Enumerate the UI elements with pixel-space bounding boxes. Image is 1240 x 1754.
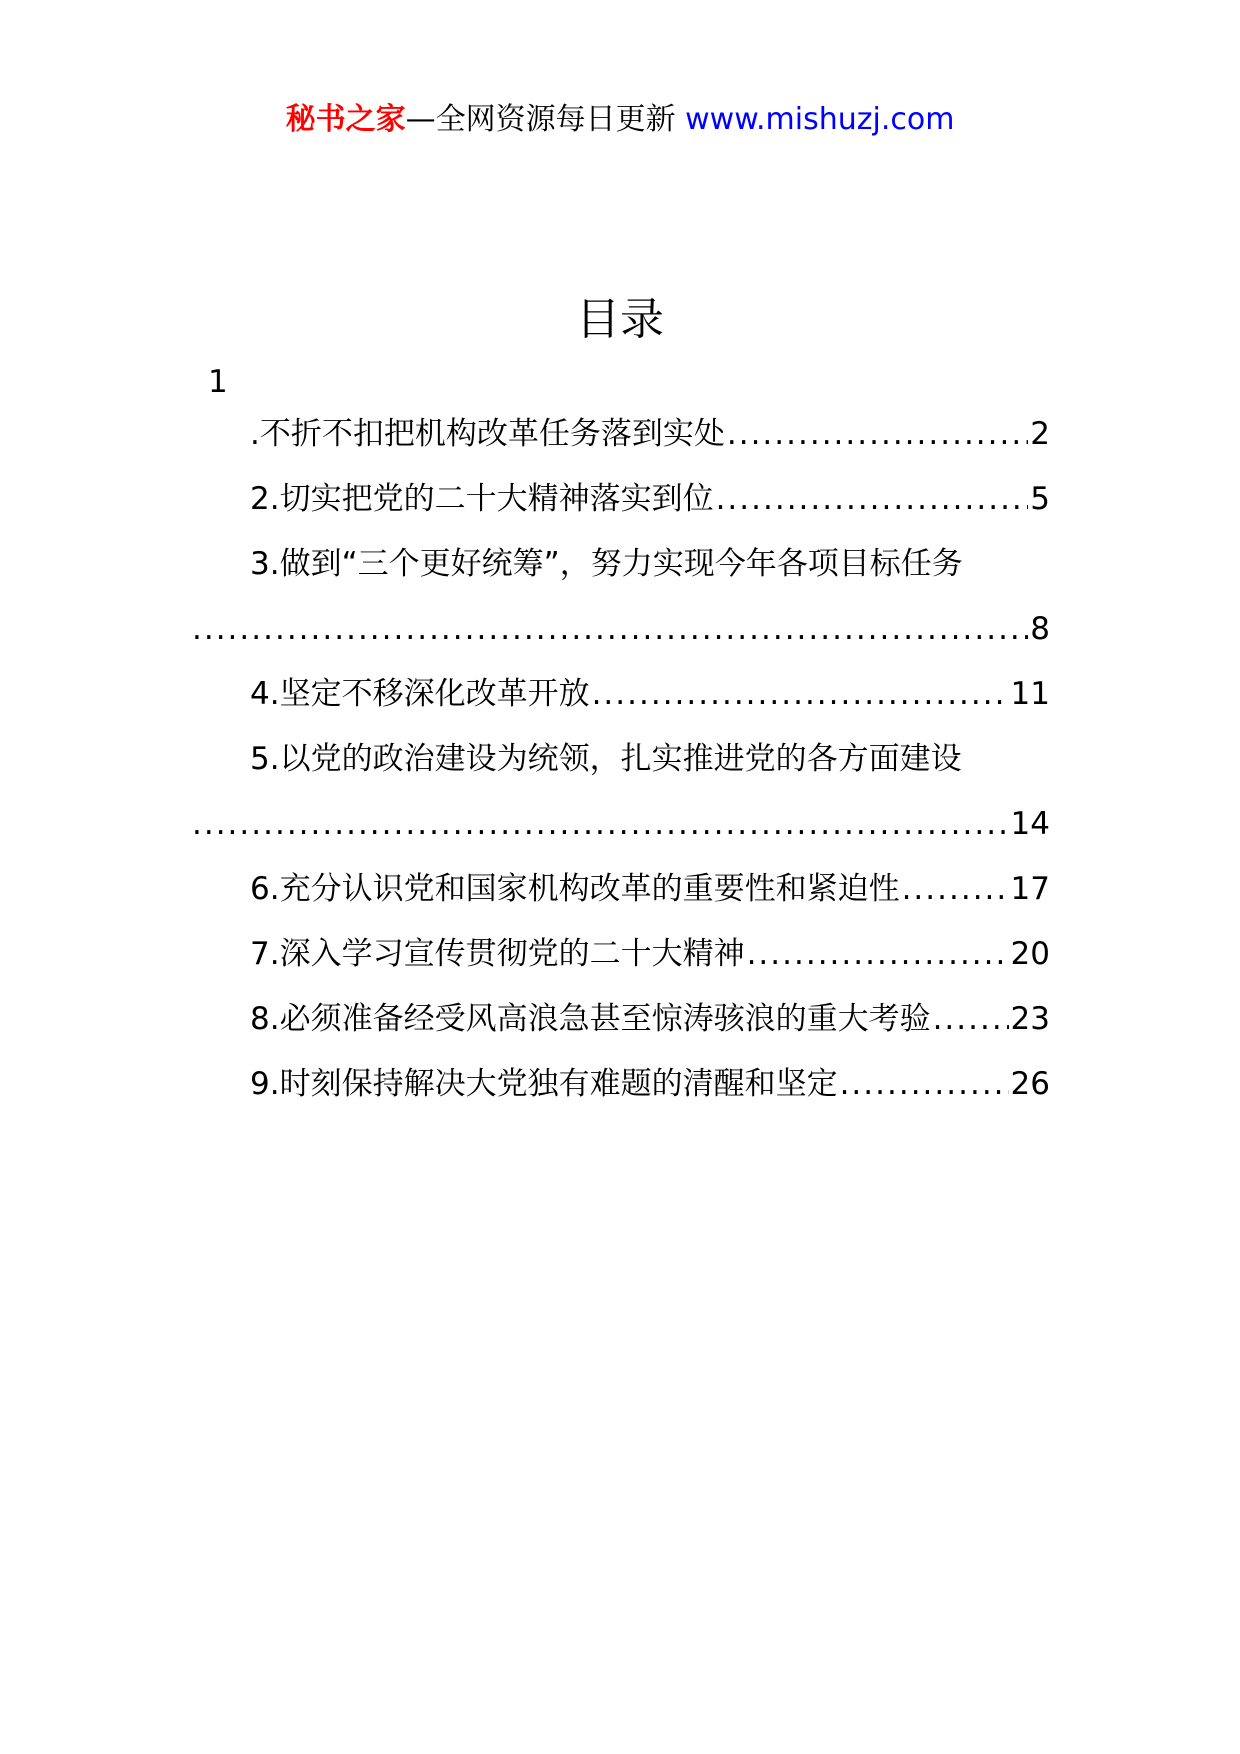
toc-entry-text: 4.坚定不移深化改革开放 bbox=[250, 676, 590, 712]
toc-dot-leader bbox=[747, 922, 1009, 987]
toc-entry-5[interactable] bbox=[190, 727, 1050, 857]
toc-entry-page: 17 bbox=[1010, 871, 1050, 907]
toc-entry-6[interactable] bbox=[190, 857, 1050, 922]
site-url-link[interactable]: www.mishuzj.com bbox=[685, 102, 955, 137]
toc-dot-leader bbox=[192, 597, 1028, 662]
toc-entry-text: 9.时刻保持解决大党独有难题的清醒和坚定 bbox=[250, 1066, 838, 1102]
toc-entry-text: 8.必须准备经受风高浪急甚至惊涛骇浪的重大考验 bbox=[250, 1001, 931, 1037]
toc-entry-page: 11 bbox=[1010, 676, 1050, 712]
site-header bbox=[0, 100, 1240, 140]
toc-dot-leader bbox=[902, 857, 1009, 922]
brand-name: 秘书之家 bbox=[285, 102, 406, 137]
toc-entry-9[interactable] bbox=[190, 1052, 1050, 1117]
toc-entry-text: 2.切实把党的二十大精神落实到位 bbox=[250, 481, 714, 517]
toc-entry-8[interactable] bbox=[190, 987, 1050, 1052]
toc-entry-text: 6.充分认识党和国家机构改革的重要性和紧迫性 bbox=[250, 871, 900, 907]
toc-entry-7[interactable] bbox=[190, 922, 1050, 987]
toc-entry-2[interactable] bbox=[190, 467, 1050, 532]
toc-first-number: 1 bbox=[208, 364, 228, 400]
toc-title: 目录 bbox=[576, 294, 664, 345]
toc-entry-1[interactable] bbox=[190, 402, 1050, 467]
toc-entry-page: 14 bbox=[1010, 806, 1050, 842]
slogan: —全网资源每日更新 bbox=[405, 102, 676, 137]
toc-entry-4[interactable] bbox=[190, 662, 1050, 727]
toc-dot-leader bbox=[716, 467, 1029, 532]
toc-entry-text: .不折不扣把机构改革任务落到实处 bbox=[250, 416, 725, 452]
toc-entry-text: 3.做到“三个更好统筹”，努力实现今年各项目标任务 bbox=[250, 546, 963, 582]
toc-entry-page: 2 bbox=[1030, 416, 1050, 452]
toc-entry-text: 5.以党的政治建设为统领，扎实推进党的各方面建设 bbox=[250, 741, 962, 777]
toc-dot-leader bbox=[840, 1052, 1009, 1117]
toc-dot-leader bbox=[727, 402, 1028, 467]
toc-entry-page: 8 bbox=[1030, 611, 1050, 647]
toc-entry-page: 20 bbox=[1010, 936, 1050, 972]
toc-dot-leader bbox=[592, 662, 1009, 727]
toc-entry-text: 7.深入学习宣传贯彻党的二十大精神 bbox=[250, 936, 745, 972]
toc-entry-3[interactable] bbox=[190, 532, 1050, 662]
table-of-contents bbox=[190, 362, 1050, 1117]
toc-dot-leader bbox=[192, 792, 1009, 857]
toc-entry-page: 26 bbox=[1010, 1066, 1050, 1102]
toc-entry-page: 5 bbox=[1030, 481, 1050, 517]
toc-entry-page: 23 bbox=[1010, 1001, 1050, 1037]
toc-dot-leader bbox=[933, 987, 1009, 1052]
